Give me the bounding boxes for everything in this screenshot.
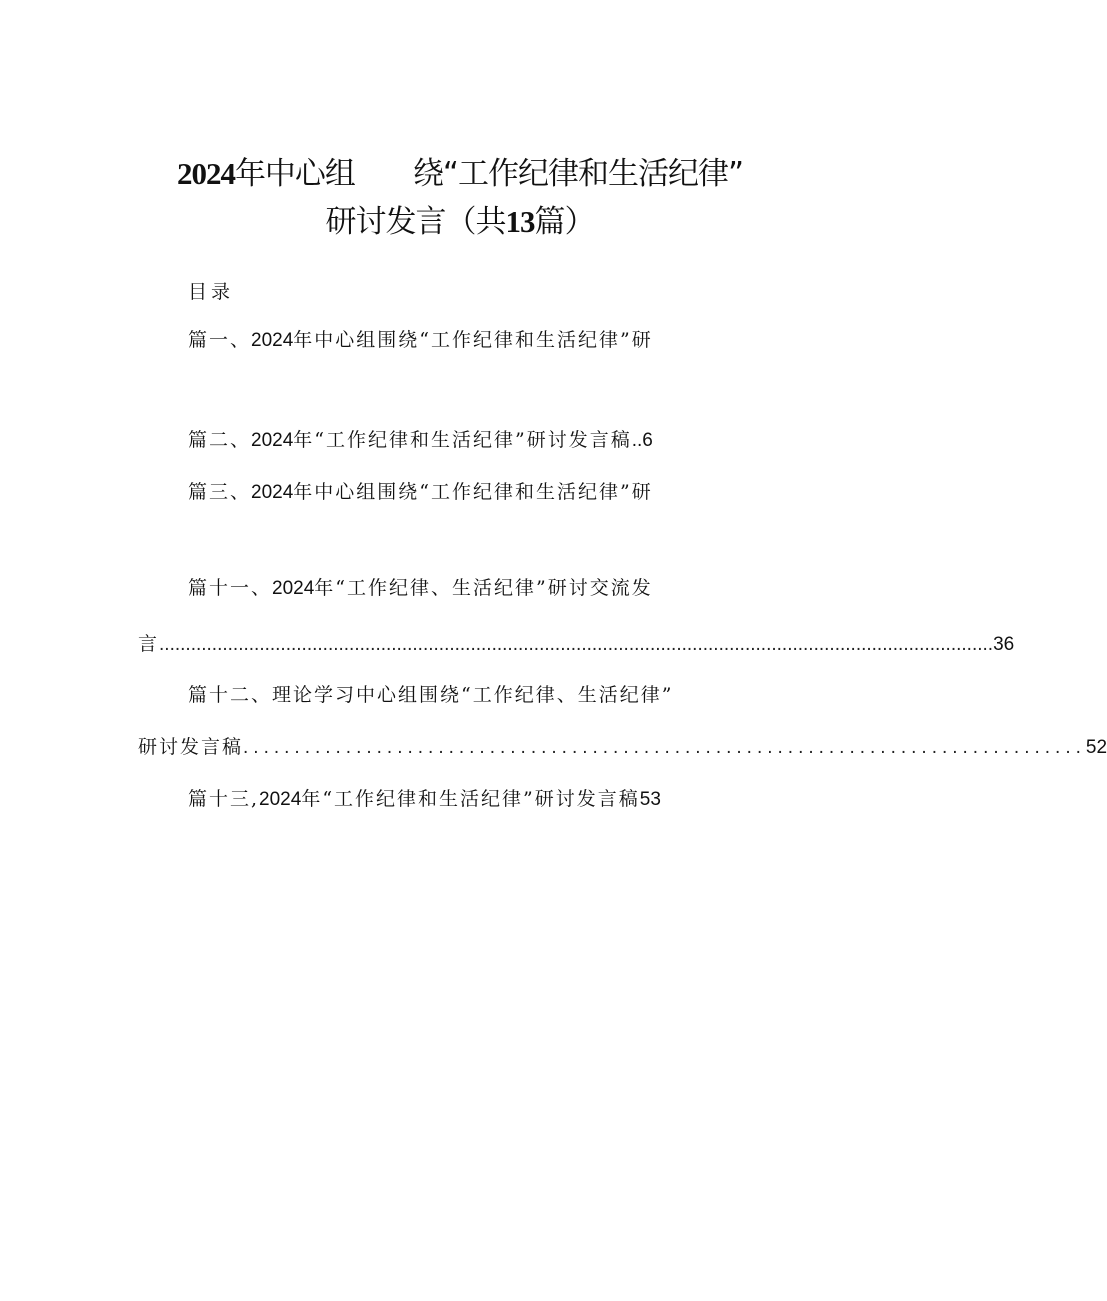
toc-entry-text: 年“工作纪律和生活纪律”研讨发言稿 [301,788,640,810]
toc-entry-text: 年“工作纪律和生活纪律”研讨发言稿 [293,429,632,451]
toc-entry-1[interactable] [188,327,653,353]
toc-entry-2[interactable] [188,427,653,453]
toc-entry-12[interactable] [188,682,673,708]
toc-entry-page: 36 [993,634,1015,655]
toc-entry-continuation-text: 言 [138,633,160,655]
toc-entry-dots: .. [631,430,643,451]
document-title-line-1 [0,148,920,193]
toc-entry-prefix: 篇一、 [188,329,252,351]
toc-entry-page: 52 [1085,737,1107,758]
toc-entry-page: 6 [642,430,653,451]
toc-entry-page: 53 [639,789,661,810]
toc-entry-prefix: 篇三、 [188,481,252,503]
toc-entry-prefix: 篇十一、 [188,577,273,599]
toc-entry-year: 2024 [251,430,294,451]
toc-entry-year: 2024 [259,789,302,810]
toc-entry-continuation-text: 研讨发言稿 [138,736,244,758]
toc-entry-11[interactable] [188,575,653,601]
toc-leader-dots: .............................................................................................................................................................. [159,634,994,655]
toc-entry-text: 年中心组围绕“工作纪律和生活纪律”研 [293,329,653,351]
toc-entry-text: 年“工作纪律、生活纪律”研讨交流发 [314,577,653,599]
toc-entry-3[interactable] [188,479,653,505]
toc-entry-year: 2024 [251,330,294,351]
toc-entry-12-continuation[interactable] [138,734,1107,760]
toc-entry-13[interactable] [188,786,661,812]
toc-entry-prefix: 篇二、 [188,429,252,451]
document-title-line-2 [0,196,920,241]
toc-entry-year: 2024 [272,578,315,599]
title-part-a: 年中心组 [234,156,355,192]
toc-entry-11-continuation[interactable] [138,631,1015,657]
toc-heading: 目录 [188,281,235,303]
toc-entry-text: 年中心组围绕“工作纪律和生活纪律”研 [293,481,653,503]
title-year: 2024 [176,156,235,191]
title-count: 13 [505,204,535,239]
title-line2-a: 研讨发言（共 [325,204,506,240]
toc-leader-dots: .................................................................................. [243,737,1086,758]
toc-entry-year: 2024 [251,482,294,503]
toc-entry-text: 篇十二、理论学习中心组围绕“工作纪律、生活纪律” [188,684,674,706]
toc-entry-prefix: 篇十三, [188,788,260,810]
title-part-b: 绕“工作纪律和生活纪律” [412,156,744,192]
title-line2-b: 篇） [534,204,595,240]
